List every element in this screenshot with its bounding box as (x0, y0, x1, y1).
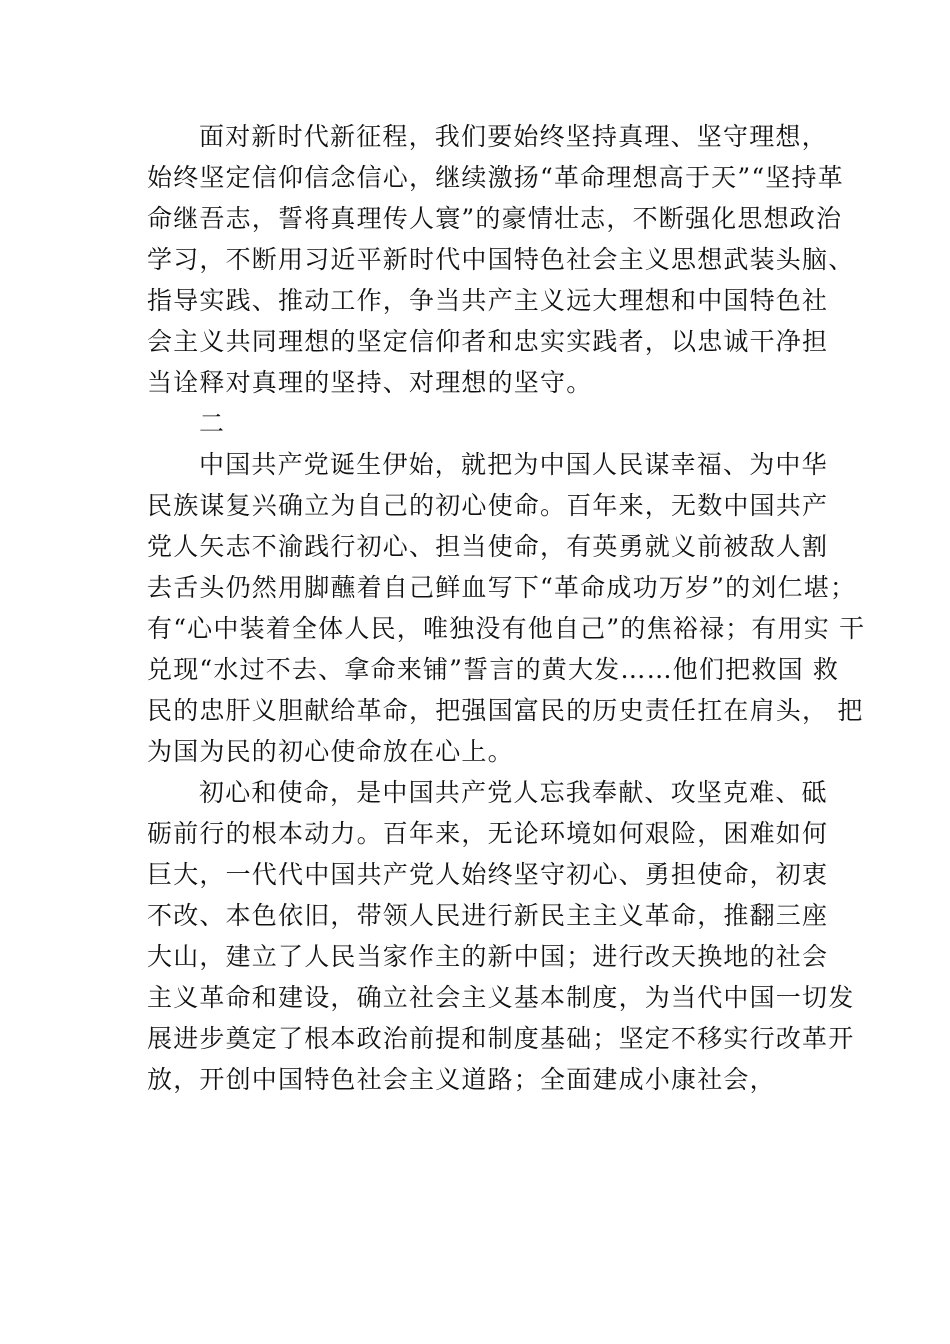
text-line: 命继吾志，誓将真理传人寰”的豪情壮志，不断强化思想政治 (147, 204, 843, 233)
text-line: 党人矢志不渝践行初心、担当使命，有英勇就义前被敌人割 (147, 532, 829, 561)
text-line: 民的忠肝义胆献给革命，把强国富民的历史责任扛在肩头， 把 (147, 696, 864, 725)
text-line: 巨大，一代代中国共产党人始终坚守初心、勇担使命，初衷 (147, 860, 829, 889)
text-line: 为国为民的初心使命放在心上。 (147, 737, 514, 766)
text-line: 学习，不断用习近平新时代中国特色社会主义思想武装头脑、 (147, 245, 855, 274)
text-line: 去舌头仍然用脚蘸着自己鲜血写下“革命成功万岁”的刘仁堪； (147, 573, 857, 602)
text-line: 指导实践、推动工作，争当共产主义远大理想和中国特色社 (147, 286, 829, 315)
section-number: 二 (199, 409, 226, 438)
text-line: 砺前行的根本动力。百年来，无论环境如何艰险，困难如何 (147, 819, 829, 848)
text-line: 大山，建立了人民当家作主的新中国；进行改天换地的社会 (147, 942, 829, 971)
text-line: 面对新时代新征程，我们要始终坚持真理、坚守理想， (199, 122, 828, 151)
text-line: 展进步奠定了根本政治前提和制度基础；坚定不移实行改革开 (147, 1024, 855, 1053)
text-line: 当诠释对真理的坚持、对理想的坚守。 (147, 368, 593, 397)
text-line: 放，开创中国特色社会主义道路；全面建成小康社会， (147, 1065, 776, 1094)
text-line: 中国共产党诞生伊始，就把为中国人民谋幸福、为中华 (199, 450, 828, 479)
text-line: 主义革命和建设，确立社会主义基本制度，为当代中国一切发 (147, 983, 855, 1012)
text-line: 有“心中装着全体人民，唯独没有他自己”的焦裕禄；有用实 干 (147, 614, 866, 643)
text-line: 不改、本色依旧，带领人民进行新民主主义革命，推翻三座 (147, 901, 829, 930)
document-body (147, 116, 866, 1100)
text-line: 兑现“水过不去、拿命来铺”誓言的黄大发……他们把救国 救 (147, 655, 840, 684)
text-line: 始终坚定信仰信念信心，继续激扬“革命理想高于天”“坚持革 (147, 163, 844, 192)
text-line: 初心和使命，是中国共产党人忘我奉献、攻坚克难、砥 (199, 778, 828, 807)
text-line: 会主义共同理想的坚定信仰者和忠实实践者，以忠诚干净担 (147, 327, 829, 356)
text-line: 民族谋复兴确立为自己的初心使命。百年来，无数中国共产 (147, 491, 829, 520)
